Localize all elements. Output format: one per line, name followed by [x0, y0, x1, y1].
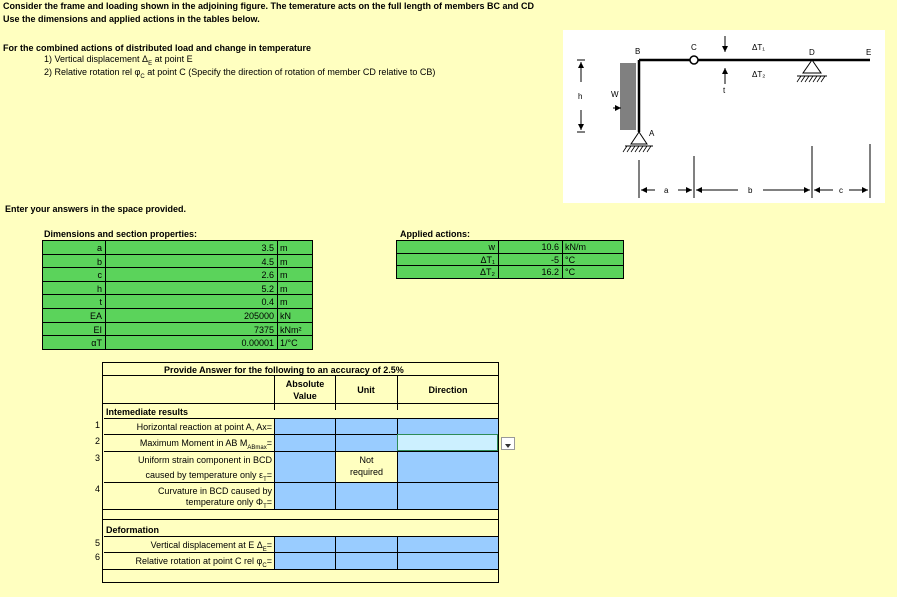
label-dt2: ΔT₂	[752, 70, 766, 79]
action-symbol: ΔT₁	[480, 254, 495, 265]
actions-table	[396, 240, 624, 280]
action-symbol: w	[488, 242, 495, 252]
dim-value: 2.6	[261, 270, 274, 281]
frame-figure	[563, 30, 885, 203]
answer-value-input[interactable]	[274, 482, 336, 510]
label-a: A	[649, 129, 655, 138]
action-value: 16.2	[541, 267, 559, 277]
dim-unit: m	[280, 270, 288, 281]
answer-direction-input[interactable]	[397, 482, 499, 510]
dim-value: 4.5	[261, 256, 274, 267]
answer-row-label: Horizontal reaction at point A, Ax=	[104, 418, 274, 434]
dim-value-cell	[105, 322, 313, 337]
answer-row-number: 3	[95, 453, 101, 463]
enter-answers-label: Enter your answers in the space provided.	[5, 204, 187, 214]
label-dim-a: a	[664, 186, 669, 195]
task-item-1: 1) Vertical displacement $\Delta_E$ at point E	[44, 54, 193, 67]
answer-unit-input[interactable]	[335, 482, 398, 510]
dim-symbol-cell	[42, 335, 106, 350]
dim-symbol-cell	[42, 294, 106, 309]
answer-value-input[interactable]	[274, 552, 336, 570]
action-value: 10.6	[541, 242, 559, 252]
col-unit: Unit	[357, 385, 375, 395]
col-direction: Direction	[428, 385, 468, 395]
dim-value-cell	[105, 308, 313, 323]
intro-line-2: Use the dimensions and applied actions in the tables below.	[3, 14, 260, 24]
dim-unit: m	[280, 256, 288, 267]
label-c: C	[691, 43, 697, 52]
dimensions-title: Dimensions and section properties:	[44, 229, 198, 239]
col-absolute-value: Absolute Value	[285, 379, 325, 401]
actions-title: Applied actions:	[400, 229, 471, 239]
dim-symbol: αT	[91, 338, 102, 349]
dim-symbol: b	[96, 256, 102, 267]
label-d: D	[809, 48, 815, 57]
dim-unit: m	[280, 283, 288, 294]
answer-row-number: 5	[95, 538, 101, 548]
answer-row-label: Uniform strain component in BCD caused by temperature only $\varepsilon_T=$	[104, 451, 274, 482]
dim-symbol-cell	[42, 240, 106, 255]
action-value-cell	[498, 253, 624, 267]
action-value-cell	[498, 265, 624, 279]
answer-direction-input[interactable]	[397, 552, 499, 570]
dim-symbol-cell	[42, 322, 106, 337]
label-dim-c: c	[839, 186, 843, 195]
dim-symbol-cell	[42, 281, 106, 296]
dim-value-cell	[105, 281, 313, 296]
dim-value: 0.00001	[241, 338, 274, 349]
dim-value: 7375	[253, 324, 274, 335]
answer-value-input[interactable]	[274, 536, 336, 553]
dim-symbol: h	[96, 283, 102, 294]
answer-direction-input[interactable]	[397, 536, 499, 553]
action-symbol: ΔT₂	[479, 267, 495, 277]
label-dt1: ΔT₁	[752, 43, 765, 52]
action-value-cell	[498, 240, 624, 254]
task-title: For the combined actions of distributed load and change in temperature	[3, 43, 312, 53]
action-unit: kN/m	[565, 242, 586, 252]
dim-value-cell	[105, 335, 313, 350]
dropdown-arrow-button[interactable]	[501, 437, 515, 450]
action-value: -5	[550, 254, 559, 265]
unit-not-required	[335, 451, 398, 483]
dim-unit: m	[280, 243, 288, 253]
intermediate-heading: Intemediate results	[106, 407, 189, 417]
dim-symbol-cell	[42, 267, 106, 282]
answer-value-input[interactable]	[274, 451, 336, 483]
answer-value-input[interactable]	[274, 434, 336, 452]
dim-symbol: EI	[93, 324, 102, 335]
answer-row-number: 2	[95, 436, 101, 446]
answer-unit-input[interactable]	[335, 536, 398, 553]
label-w: W	[611, 90, 619, 99]
dim-symbol: a	[96, 243, 102, 253]
direction-dropdown-row-2[interactable]	[397, 434, 498, 451]
answer-row-number: 4	[95, 484, 101, 494]
dim-value-cell	[105, 267, 313, 282]
answer-unit-input[interactable]	[335, 434, 398, 452]
dimensions-table	[42, 240, 306, 350]
dim-unit: kNm²	[280, 324, 302, 335]
deformation-heading: Deformation	[106, 525, 160, 535]
action-unit: °C	[565, 267, 576, 277]
action-symbol-cell	[396, 240, 499, 254]
answer-unit-input[interactable]	[335, 418, 398, 435]
dim-unit: kN	[280, 311, 291, 321]
answer-row-number: 1	[95, 420, 101, 430]
frame-diagram	[563, 30, 885, 203]
dim-symbol-cell	[42, 254, 106, 269]
dim-value: 5.2	[261, 283, 274, 294]
dim-symbol: c	[97, 270, 102, 281]
label-e: E	[866, 48, 872, 57]
answer-row-label: Curvature in BCD caused by temperature only $\Phi_T=$	[104, 482, 274, 509]
dim-symbol-cell	[42, 308, 106, 323]
answers-title: Provide Answer for the following to an accuracy of 2.5%	[164, 365, 404, 375]
dim-unit: m	[280, 297, 288, 308]
label-t: t	[723, 86, 726, 95]
dim-unit: 1/°C	[280, 338, 298, 349]
dim-value: 205000	[243, 311, 274, 321]
intro-line-1: Consider the frame and loading shown in the adjoining figure. The temerature acts on the full length of members BC and CD	[3, 1, 535, 11]
dim-symbol: EA	[89, 311, 102, 321]
action-unit: °C	[565, 254, 576, 265]
dim-value: 3.5	[261, 243, 274, 253]
answer-row-label: Vertical displacement at E $\Delta_E=$	[104, 536, 274, 552]
answer-value-input[interactable]	[274, 418, 336, 435]
action-symbol-cell	[396, 253, 499, 267]
answer-direction-input[interactable]	[397, 451, 499, 483]
answer-unit-input[interactable]	[335, 552, 398, 570]
answer-row-label: Relative rotation at point C rel $\varphi_C=$	[104, 552, 274, 569]
chevron-down-icon	[502, 440, 514, 451]
dim-value-cell	[105, 294, 313, 309]
label-dim-b: b	[748, 186, 753, 195]
dim-value: 0.4	[261, 297, 274, 308]
dim-symbol: t	[99, 297, 102, 308]
label-b: B	[635, 47, 641, 56]
task-item-2: 2) Relative rotation rel $\varphi_C$ at point C (Specify the direction of rotation of member CD relative to CB)	[44, 67, 436, 80]
answer-row-label: Maximum Moment in AB $M_{ABmax}=$	[104, 434, 274, 451]
answer-direction-input[interactable]	[397, 418, 499, 435]
answer-row-number: 6	[95, 552, 101, 562]
dim-value-cell	[105, 254, 313, 269]
label-h: h	[578, 92, 583, 101]
action-symbol-cell	[396, 265, 499, 279]
not-required-text: Not required	[349, 455, 384, 477]
dim-value-cell	[105, 240, 313, 255]
